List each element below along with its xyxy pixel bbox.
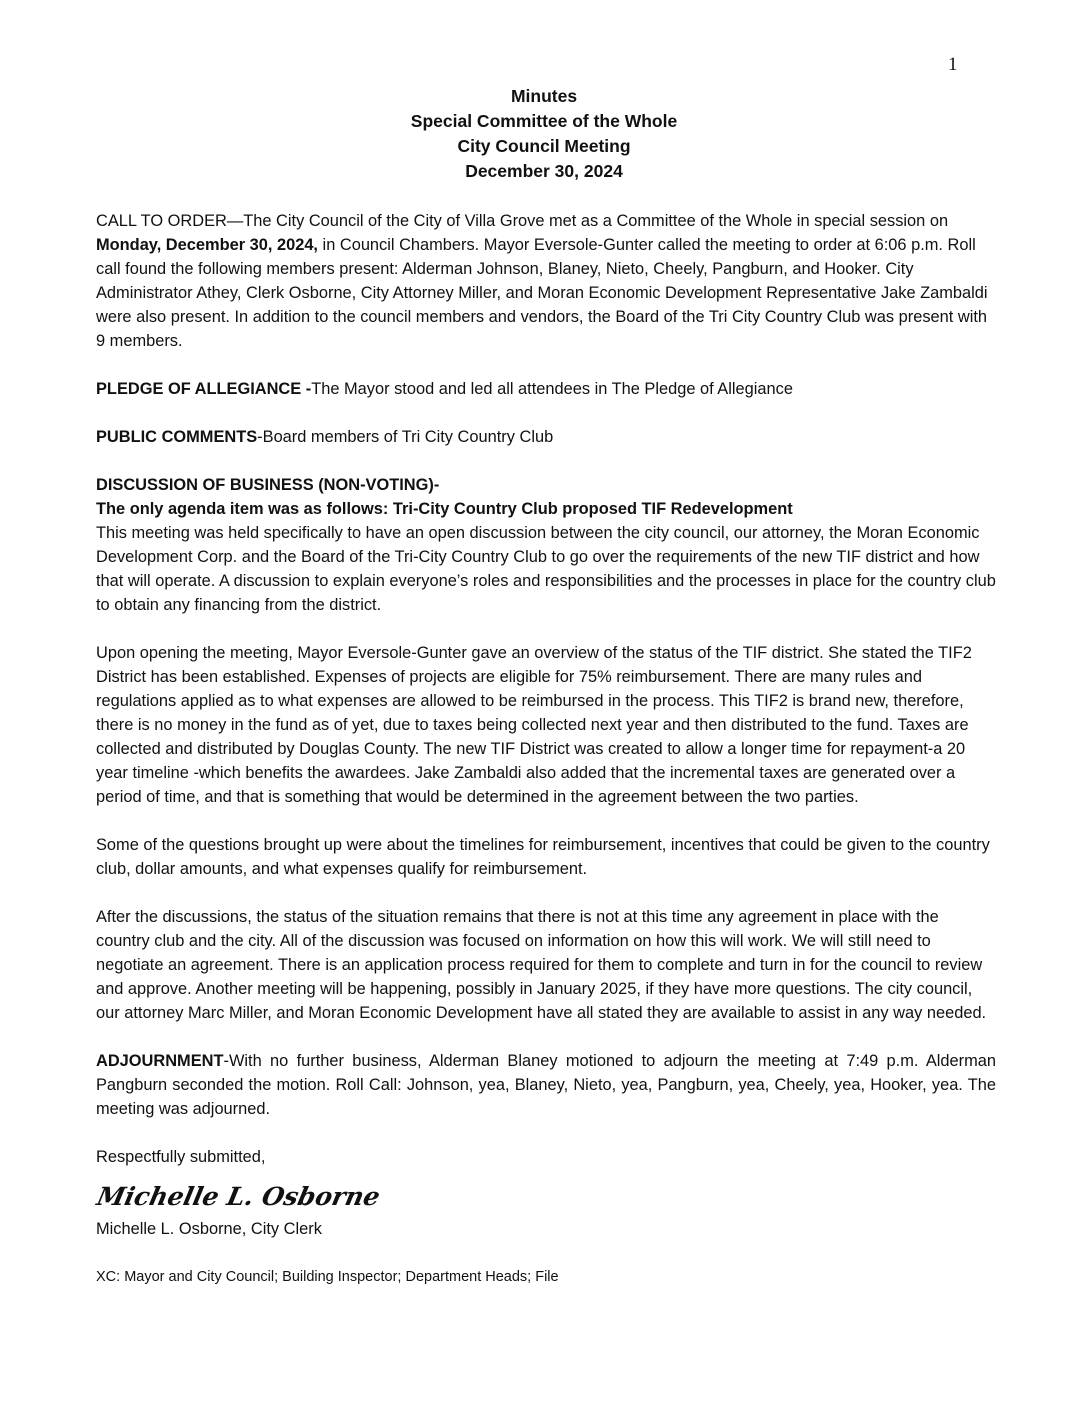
adjournment-paragraph bbox=[96, 1049, 996, 1121]
title-line-date: December 30, 2024 bbox=[465, 161, 623, 181]
pledge-heading: PLEDGE OF ALLEGIANCE - bbox=[96, 380, 312, 398]
discussion-paragraph-1: This meeting was held specifically to have an open discussion between the city council, our attorney, the Moran Economic Development Corp. and the Board of the Tri-City Country Club to go over the requirements of the new TIF district and how that will operate. A discussion to explain everyone’s roles and responsibilities and the processes in place for the country club to obtain any financing from the district. bbox=[96, 524, 996, 614]
public-comments-text: -Board members of Tri City Country Club bbox=[257, 428, 554, 446]
title-line-meeting: City Council Meeting bbox=[457, 136, 631, 156]
call-to-order-text-2: in Council Chambers. Mayor Eversole-Gunter called the meeting to order at 6:06 p.m. Roll call found the following members present: Alderman Johnson, Blaney, Nieto, Cheely, Pangburn, and Hooker. City Administrator Athey, Clerk Osborne, City Attorney Miller, and Moran Economic Development Representative Jake Zambaldi were also present. In addition to the council members and vendors, the Board of the Tri City Country Club was present with 9 members. bbox=[96, 236, 988, 350]
agenda-item-subheading-text: The only agenda item was as follows: Tri-City Country Club proposed TIF Redevelopment bbox=[96, 500, 793, 518]
title-line-minutes: Minutes bbox=[510, 86, 578, 106]
discussion-heading-text: DISCUSSION OF BUSINESS (NON-VOTING)- bbox=[96, 476, 440, 494]
title-line-committee: Special Committee of the Whole bbox=[410, 111, 678, 131]
discussion-paragraph-2: Upon opening the meeting, Mayor Eversole-Gunter gave an overview of the status of the TIF district. She stated the TIF2 District has been established. Expenses of projects are eligible for 75% reimbursement. There are many rules and regulations applied as to what expenses are allowed to be reimbursed in the process. This TIF2 is brand new, therefore, there is no money in the fund as of yet, due to taxes being collected next year and then distributed to the fund. Taxes are collected and distributed by Douglas County. The new TIF District was created to allow a longer time for repayment-a 20 year timeline -which benefits the awardees. Jake Zambaldi also added that the incremental taxes are generated over a period of time, and that is something that would be determined in the agreement between the two parties. bbox=[96, 644, 972, 806]
public-comments-paragraph bbox=[96, 425, 996, 449]
discussion-paragraph-3: Some of the questions brought up were about the timelines for reimbursement, incentives that could be given to the country club, dollar amounts, and what expenses qualify for reimbursement. bbox=[96, 836, 990, 878]
public-comments-heading: PUBLIC COMMENTS bbox=[96, 428, 258, 446]
page-number: 1 bbox=[948, 54, 958, 75]
meeting-date-bold: Monday, December 30, 2024, bbox=[96, 236, 318, 254]
discussion-heading bbox=[96, 473, 996, 497]
call-to-order-text-1: CALL TO ORDER—The City Council of the City of Villa Grove met as a Committee of the Whole in special session on bbox=[96, 212, 949, 230]
pledge-paragraph bbox=[96, 377, 996, 401]
discussion-paragraph-4: After the discussions, the status of the situation remains that there is not at this time any agreement in place with the country club and the city. All of the discussion was focused on information on how this will work. We will still need to negotiate an agreement. There is an application process required for them to complete and turn in for the council to review and approve. Another meeting will be happening, possibly in January 2025, if they have more questions. The city council, our attorney Marc Miller, and Moran Economic Development have all stated they are available to assist in any way needed. bbox=[96, 908, 987, 1022]
svg-text:Michelle L. Osborne: Michelle L. Osborne bbox=[94, 1181, 383, 1211]
call-to-order-paragraph bbox=[96, 209, 996, 353]
clerk-signature bbox=[94, 1175, 383, 1217]
respectfully-submitted: Respectfully submitted, bbox=[96, 1148, 266, 1166]
adjournment-text: -With no further business, Alderman Blaney motioned to adjourn the meeting at 7:49 p.m. Alderman Pangburn seconded the motion. Roll Call: Johnson, yea, Blaney, Nieto, yea, Pangburn, yea, Cheely, yea, Hooker, yea. The meeting was adjourned. bbox=[96, 1052, 996, 1118]
agenda-item-subheading bbox=[96, 497, 996, 521]
clerk-name: Michelle L. Osborne, City Clerk bbox=[96, 1220, 322, 1238]
minutes-body bbox=[96, 209, 996, 1313]
adjournment-heading: ADJOURNMENT bbox=[96, 1052, 224, 1070]
document-title bbox=[96, 84, 992, 184]
pledge-text: The Mayor stood and led all attendees in The Pledge of Allegiance bbox=[311, 380, 793, 398]
distribution-list: XC: Mayor and City Council; Building Inspector; Department Heads; File bbox=[96, 1269, 559, 1285]
